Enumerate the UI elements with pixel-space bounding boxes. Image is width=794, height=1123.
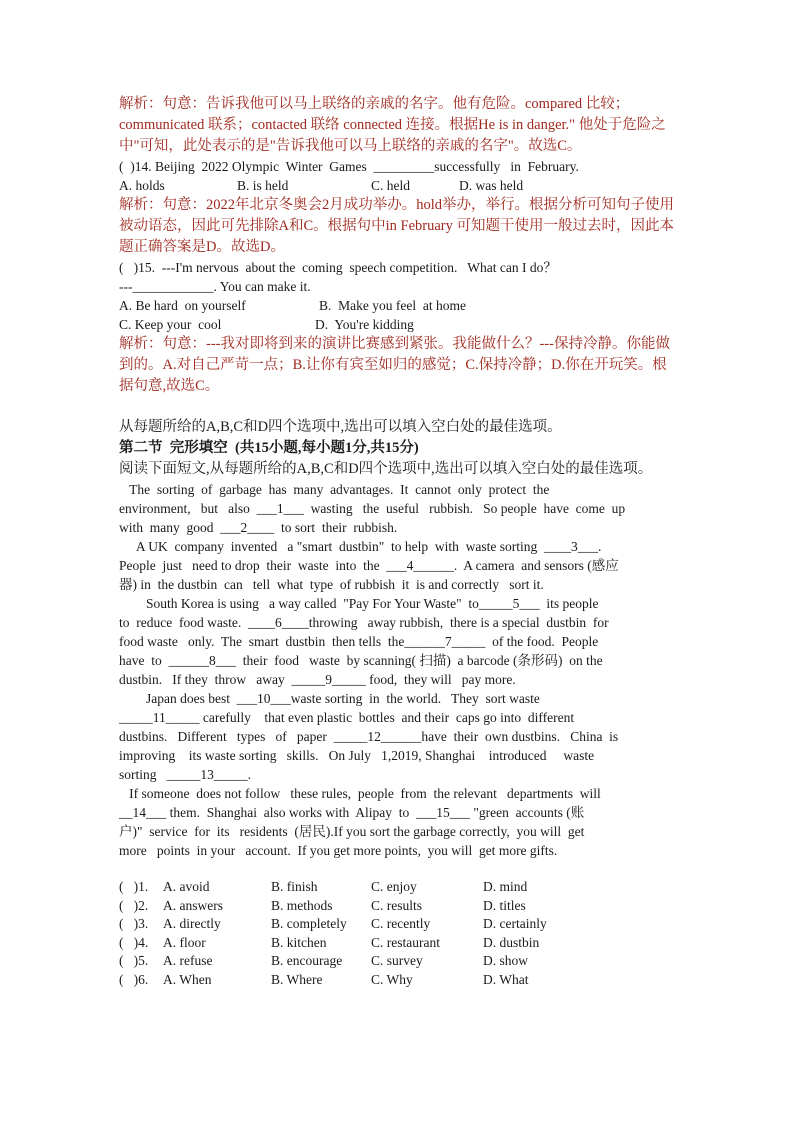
option-b: B. finish <box>271 879 318 894</box>
passage-line: food waste only. The smart dustbin then tells the______7_____ of the food. People <box>119 634 599 649</box>
exam-page <box>119 94 679 989</box>
question-14 <box>119 157 679 195</box>
answer-row <box>119 915 679 934</box>
answer-row <box>119 952 679 971</box>
option-c: C. recently <box>371 916 431 931</box>
option-c: C. Keep your cool <box>119 317 222 332</box>
option-d: D. You're kidding <box>315 317 414 332</box>
question-15-stem: ( )15. ---I'm nervous about the coming speech competition. What can I do？ <box>119 260 557 275</box>
option-d: D. What <box>483 971 529 987</box>
answer-number: ( )6. <box>119 971 149 987</box>
option-a: A. refuse <box>163 953 213 968</box>
passage-line: The sorting of garbage has many advantages. It cannot only protect the <box>119 482 550 497</box>
question-15-options-row1 <box>119 296 679 315</box>
option-c: C. held <box>371 178 410 193</box>
passage-line: People just need to drop their waste into the ___4______. A camera and sensors (感应 <box>119 558 619 573</box>
explanation-15: 解析：句意：---我对即将到来的演讲比赛感到紧张。我能做什么？---保持冷静。你能做到的。A.对自己严苛一点；B.让你有宾至如归的感觉；C.保持冷静；D.你在开玩笑。根据句意,故选C。 <box>119 336 670 394</box>
answer-row <box>119 878 679 897</box>
section-instruction: 阅读下面短文,从每题所给的A,B,C和D四个选项中,选出可以填入空白处的最佳选项。 <box>119 461 653 477</box>
answer-number: ( )5. <box>119 953 149 968</box>
answer-number: ( )4. <box>119 934 149 950</box>
explanation-13: 解析：句意：告诉我他可以马上联络的亲戚的名字。他有危险。compared 比较；communicated 联系；contacted 联络 connected 连接。根据He is in danger." 他处于危险之中"可知，此处表示的是"告诉我他可以马上联络的亲戚的名字"。故选C。 <box>119 96 666 154</box>
answer-row <box>119 934 679 953</box>
answer-options <box>119 878 679 989</box>
passage-line: more points in your account. If you get more points, you will get more gifts. <box>119 843 558 858</box>
option-c: C. restaurant <box>371 934 440 950</box>
answer-number: ( )3. <box>119 916 149 931</box>
option-a: A. When <box>163 971 212 987</box>
option-d: D. was held <box>459 178 524 193</box>
option-c: C. results <box>371 897 423 913</box>
passage-line: South Korea is using a way called "Pay For Your Waste" to_____5___ its people <box>119 596 599 611</box>
passage-line: sorting _____13_____. <box>119 767 252 782</box>
passage-line: dustbin. If they throw away _____9_____ food, they will pay more. <box>119 672 516 687</box>
question-14-stem: ( )14. Beijing 2022 Olympic Winter Games _________successfully in February. <box>119 159 579 174</box>
option-c: C. enjoy <box>371 879 417 894</box>
option-b: B. Make you feel at home <box>319 298 466 313</box>
section-title: 第二节 完形填空 (共15小题,每小题1分,共15分) <box>119 440 419 456</box>
passage-line: A UK company invented a "smart dustbin" to help with waste sorting ____3___. <box>119 539 602 554</box>
question-15-options-row2 <box>119 315 679 334</box>
option-d: D. certainly <box>483 916 547 931</box>
option-d: D. dustbin <box>483 934 540 950</box>
option-c: C. survey <box>371 953 423 968</box>
passage-line: Japan does best ___10___waste sorting in the world. They sort waste <box>119 691 540 706</box>
option-d: D. show <box>483 953 529 968</box>
option-a: A. floor <box>163 934 206 950</box>
option-a: A. avoid <box>163 879 210 894</box>
option-a: A. holds <box>119 178 165 193</box>
option-d: D. mind <box>483 879 528 894</box>
question-15-response: ---____________. You can make it. <box>119 279 311 294</box>
answer-row <box>119 971 679 990</box>
option-b: B. kitchen <box>271 934 327 950</box>
passage-line: _____11_____ carefully that even plastic bottles and their caps go into different <box>119 710 575 725</box>
question-14-options <box>119 176 679 195</box>
answer-number: ( )1. <box>119 879 149 894</box>
passage-line: dustbins. Different types of paper _____12______have their own dustbins. China is <box>119 729 619 744</box>
passage-line: 户)" service for its residents (居民).If you sort the garbage correctly, you will get <box>119 824 585 839</box>
passage-line: If someone does not follow these rules, people from the relevant departments will <box>119 786 601 801</box>
passage-line: with many good ___2____ to sort their rubbish. <box>119 520 398 535</box>
option-b: B. Where <box>271 971 323 987</box>
option-c: C. Why <box>371 971 413 987</box>
instruction: 从每题所给的A,B,C和D四个选项中,选出可以填入空白处的最佳选项。 <box>119 419 562 435</box>
option-b: B. methods <box>271 897 333 913</box>
passage-line: improving its waste sorting skills. On July 1,2019, Shanghai introduced waste <box>119 748 595 763</box>
passage-line: have to ______8___ their food waste by scanning( 扫描) a barcode (条形码) on the <box>119 653 603 668</box>
option-a: A. directly <box>163 916 221 931</box>
cloze-passage <box>119 480 679 860</box>
option-a: A. Be hard on yourself <box>119 298 246 313</box>
option-d: D. titles <box>483 897 526 913</box>
passage-line: to reduce food waste. ____6____throwing away rubbish, there is a special dustbin for <box>119 615 609 630</box>
option-b: B. completely <box>271 916 347 931</box>
option-b: B. is held <box>237 178 289 193</box>
passage-line: __14___ them. Shanghai also works with Alipay to ___15___ "green accounts (账 <box>119 805 585 820</box>
answer-number: ( )2. <box>119 897 149 913</box>
passage-line: 器) in the dustbin can tell what type of rubbish it is and correctly sort it. <box>119 577 544 592</box>
answer-row <box>119 897 679 916</box>
option-a: A. answers <box>163 897 223 913</box>
question-15 <box>119 258 679 334</box>
passage-line: environment, but also ___1___ wasting the useful rubbish. So people have come up <box>119 501 626 516</box>
explanation-14: 解析：句意：2022年北京冬奥会2月成功举办。hold举办，举行。根据分析可知句子使用被动语态，因此可先排除A和C。根据句中in February 可知题干使用一般过去时，因此本题正确答案是D。故选D。 <box>119 197 675 255</box>
option-b: B. encourage <box>271 953 343 968</box>
